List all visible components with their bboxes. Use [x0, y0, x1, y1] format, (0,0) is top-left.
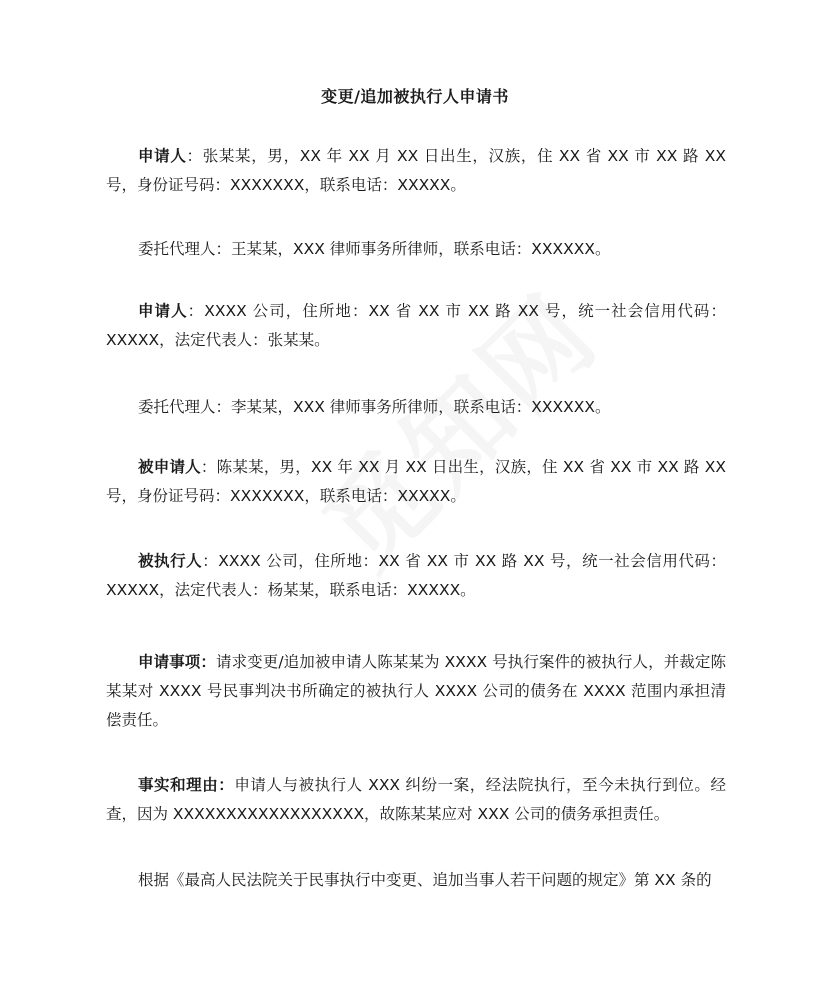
paragraph-applicant-1	[106, 142, 726, 200]
paragraph-label: 被执行人	[138, 552, 203, 570]
paragraph-text: 申请人与被执行人 XXX 纠纷一案，经法院执行，至今未执行到位。经查，因为 XXXXXXXXXXXXXXXXXX，故陈某某应对 XXX 公司的债务承担责任。	[106, 776, 726, 823]
paragraph-text: ：陈某某，男，XX 年 XX 月 XX 日出生，汉族，住 XX 省 XX 市 XX 路 XX 号，身份证号码：XXXXXXX，联系电话：XXXXX。	[106, 458, 726, 505]
paragraph-text: ：XXXX 公司，住所地：XX 省 XX 市 XX 路 XX 号，统一社会信用代码：XXXXX，法定代表人：杨某某，联系电话：XXXXX。	[106, 552, 726, 599]
paragraph-label: 申请人	[138, 147, 187, 165]
paragraph-text: 根据《最高人民法院关于民事执行中变更、追加当事人若干问题的规定》第 XX 条的	[138, 871, 712, 889]
paragraph-basis	[106, 866, 726, 895]
paragraph-text: 委托代理人：王某某，XXX 律师事务所律师，联系电话：XXXXXX。	[138, 240, 611, 258]
paragraph-text: ：张某某，男，XX 年 XX 月 XX 日出生，汉族，住 XX 省 XX 市 XX 路 XX 号，身份证号码：XXXXXXX，联系电话：XXXXX。	[106, 147, 726, 194]
paragraph-agent-2	[106, 393, 726, 422]
paragraph-label: 被申请人	[138, 458, 201, 476]
paragraph-applicant-2	[106, 297, 726, 355]
paragraph-agent-1	[106, 235, 726, 264]
paragraph-facts	[106, 771, 726, 829]
paragraph-text: 委托代理人：李某某，XXX 律师事务所律师，联系电话：XXXXXX。	[138, 398, 611, 416]
paragraph-label: 申请事项：	[138, 653, 216, 671]
paragraph-text: 请求变更/追加被申请人陈某某为 XXXX 号执行案件的被执行人，并裁定陈某某对 XXXX 号民事判决书所确定的被执行人 XXXX 公司的债务在 XXXX 范围内承担清偿责任。	[106, 653, 726, 729]
paragraph-text: ：XXXX 公司，住所地：XX 省 XX 市 XX 路 XX 号，统一社会信用代码：XXXXX，法定代表人：张某某。	[106, 302, 726, 349]
paragraph-respondent	[106, 453, 726, 511]
paragraph-executee	[106, 547, 726, 605]
paragraph-request	[106, 648, 726, 735]
paragraph-label: 申请人	[138, 302, 188, 320]
document-title: 变更/追加被执行人申请书	[321, 87, 509, 106]
paragraph-label: 事实和理由：	[138, 776, 235, 794]
